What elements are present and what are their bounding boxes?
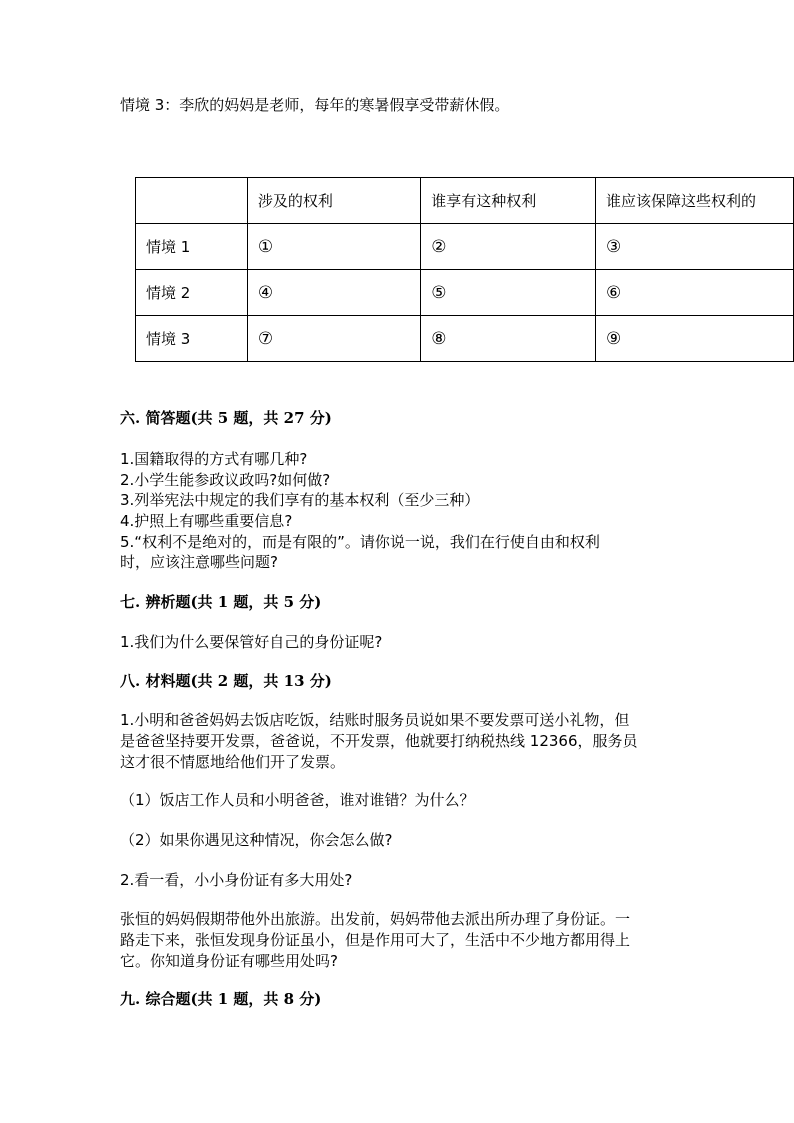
table-cell: ③ [595,224,793,270]
section-9-title: 九. 综合题(共 1 题，共 8 分) [120,990,322,1008]
table-row [136,316,794,362]
table-cell: ④ [247,270,420,316]
table-row [136,270,794,316]
question-item: 1.国籍取得的方式有哪几种? [120,450,308,468]
section-6-title: 六. 简答题(共 5 题，共 27 分) [120,409,332,427]
table-cell: ⑤ [421,270,596,316]
table-header-cell: 涉及的权利 [247,178,420,224]
material-line: 它。你知道身份证有哪些用处吗? [120,952,338,970]
table-cell: ① [247,224,420,270]
material-line: 这才很不情愿地给他们开了发票。 [120,753,346,771]
material-line: 1.小明和爸爸妈妈去饭店吃饭，结账时服务员说如果不要发票可送小礼物，但 [120,711,630,729]
table-header-cell [136,178,248,224]
section-8-title: 八. 材料题(共 2 题，共 13 分) [120,672,332,690]
question-item: 2.看一看，小小身份证有多大用处? [120,871,353,889]
question-item: 2.小学生能参政议政吗?如何做? [120,471,331,489]
material-line: 是爸爸坚持要开发票，爸爸说，不开发票，他就要打纳税热线 12366，服务员 [120,732,638,750]
rights-table [135,177,794,362]
question-item: 4.护照上有哪些重要信息? [120,512,293,530]
table-row [136,224,794,270]
scenario-3-text: 情境 3：李欣的妈妈是老师，每年的寒暑假享受带薪休假。 [120,96,510,114]
table-cell: ⑦ [247,316,420,362]
table-cell: ⑧ [421,316,596,362]
question-item: 3.列举宪法中规定的我们享有的基本权利（至少三种） [120,491,480,509]
table-cell: ⑨ [595,316,793,362]
table-header-row [136,178,794,224]
table-cell: 情境 2 [136,270,248,316]
material-line: 张恒的妈妈假期带他外出旅游。出发前，妈妈带他去派出所办理了身份证。一 [120,910,631,928]
question-item-continued: 时，应该注意哪些问题? [120,553,278,571]
table-cell: 情境 1 [136,224,248,270]
material-line: 路走下来，张恒发现身份证虽小，但是作用可大了，生活中不少地方都用得上 [120,931,631,949]
table-header-cell: 谁应该保障这些权利的 [595,178,793,224]
sub-question: （2）如果你遇见这种情况，你会怎么做? [120,831,393,849]
section-7-title: 七. 辨析题(共 1 题，共 5 分) [120,593,322,611]
question-item: 1.我们为什么要保管好自己的身份证呢? [120,633,383,651]
sub-question: （1）饭店工作人员和小明爸爸，谁对谁错？为什么？ [120,791,475,809]
table-cell: 情境 3 [136,316,248,362]
table-header-cell: 谁享有这种权利 [421,178,596,224]
table-cell: ② [421,224,596,270]
table-cell: ⑥ [595,270,793,316]
question-item: 5.“权利不是绝对的，而是有限的”。请你说一说，我们在行使自由和权利 [120,533,600,551]
